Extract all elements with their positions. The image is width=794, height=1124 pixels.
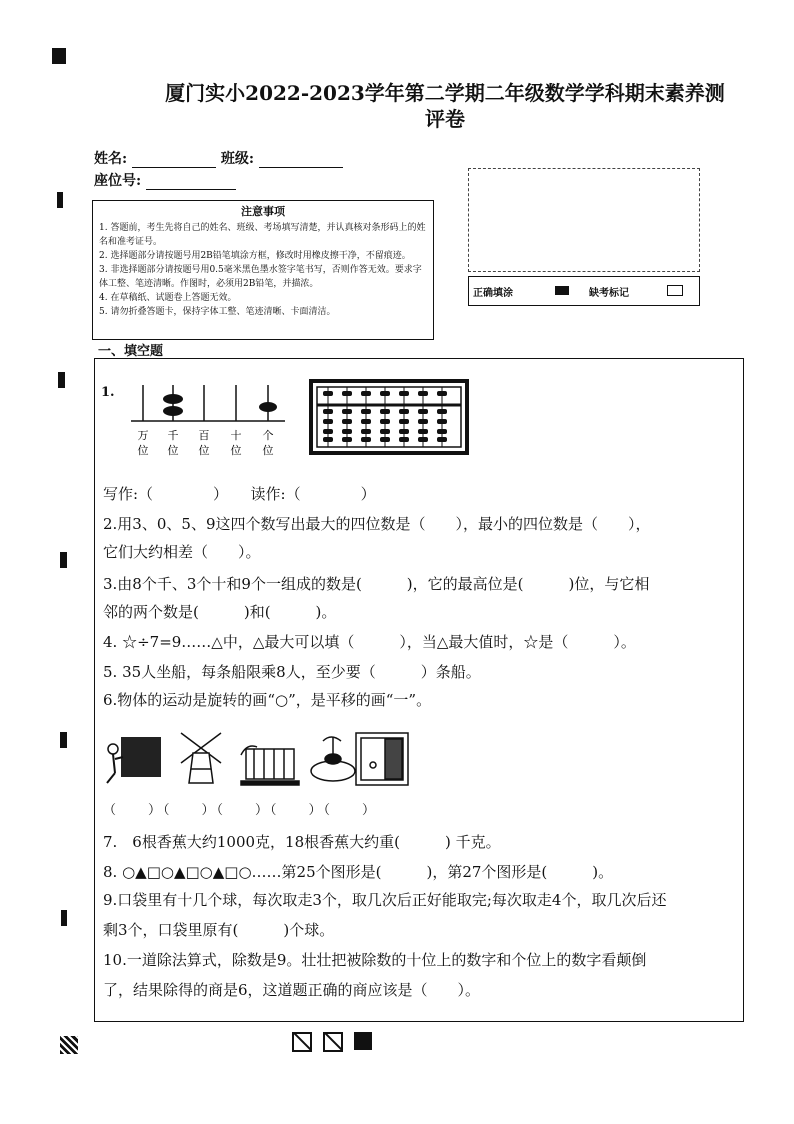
q1-answer-line: 写作:（ ） 读作:（ ）	[103, 485, 376, 503]
notice-item: 4. 在草稿纸、试题卷上答题无效。	[99, 293, 237, 303]
page-mark-filled	[354, 1032, 372, 1050]
student-info-row	[94, 148, 343, 168]
q4-text: 4. ☆÷7=9……△中，△最大可以填（ ），当△最大值时，☆是（ ）。	[103, 633, 636, 651]
timing-mark	[60, 732, 67, 748]
place-label: 万	[137, 429, 149, 442]
title-line-1: 厦门实小2022-2023学年第二学期二年级数学学科期末素养测	[165, 81, 725, 105]
place-label: 百	[198, 429, 210, 442]
q3-line-1: 3.由8个千、3个十和9个一组成的数是( )，它的最高位是( )位，与它相	[103, 575, 650, 593]
page-mark-empty	[323, 1032, 343, 1052]
q9-line-2: 剩3个，口袋里原有( )个球。	[103, 921, 335, 939]
title-line-2: 评卷	[425, 107, 465, 131]
q7-text: 7. 6根香蕉大约1000克，18根香蕉大约重( ) 千克。	[103, 833, 501, 851]
q2-line-1: 2.用3、0、5、9这四个数写出最大的四位数是（ ），最小的四位数是（ ），	[103, 515, 651, 533]
q1-number: 1.	[101, 385, 115, 400]
place-label: 位	[262, 444, 274, 457]
place-label: 位	[167, 444, 179, 457]
notice-title: 注意事项	[241, 205, 285, 218]
name-field[interactable]	[132, 153, 216, 168]
abacus-sliding-picture	[241, 746, 299, 785]
place-label: 十	[230, 429, 242, 442]
timing-mark	[61, 910, 67, 926]
notice-item: 5. 请勿折叠答题卡，保持字体工整、笔迹清晰、卡面清洁。	[99, 307, 336, 317]
page-mark-empty	[292, 1032, 312, 1052]
q2-line-2: 它们大约相差（ ）。	[103, 543, 261, 561]
notice-list	[99, 221, 427, 319]
q5-text: 5. 35人坐船，每条船限乘8人，至少要（ ）条船。	[103, 663, 481, 681]
counting-frame-diagram	[125, 377, 285, 459]
q6-answer-row: （ ）（ ）（ ）（ ）（ ）	[103, 803, 378, 818]
place-label: 个	[262, 429, 274, 442]
qr-mark	[60, 1036, 78, 1054]
notice-item: 3. 非选择题部分请按题号用0.5毫米黑色墨水签字笔书写，否则作答无效。要求字体工整、笔迹清晰。作图时，必须用2B铅笔，并描浓。	[99, 265, 422, 289]
correct-fill-sample	[555, 286, 569, 295]
q9-line-1: 9.口袋里有十几个球，每次取走3个，取几次后正好能取完;每次取走4个，取几次后还	[103, 891, 667, 909]
timing-mark	[57, 192, 63, 208]
abacus-bead	[163, 406, 183, 416]
corner-mark-top-left	[52, 48, 66, 64]
absent-label: 缺考标记	[589, 288, 629, 299]
q10-line-1: 10.一道除法算式，除数是9。壮壮把被除数的十位上的数字和个位上的数字看颠倒	[103, 951, 647, 969]
page-title	[150, 80, 740, 132]
spinning-top-picture	[311, 737, 355, 781]
abacus-bead	[163, 394, 183, 404]
q6-pictures	[101, 729, 411, 789]
windmill-picture	[181, 733, 221, 783]
class-field[interactable]	[259, 153, 343, 168]
q8-text: 8. ○▲□○▲□○▲□○……第25个图形是( )，第27个图形是( )。	[103, 863, 614, 881]
abacus-bead	[259, 402, 277, 412]
place-label: 位	[230, 444, 242, 457]
correct-fill-label: 正确填涂	[473, 288, 513, 299]
barcode-area	[468, 168, 700, 272]
timing-mark	[58, 372, 65, 388]
fill-legend	[468, 276, 700, 306]
place-label: 位	[198, 444, 210, 457]
section-title: 一、填空题	[98, 344, 164, 359]
absent-mark-box[interactable]	[667, 285, 683, 296]
pushing-box-picture	[107, 737, 161, 783]
seat-row	[94, 170, 236, 190]
place-label: 位	[137, 444, 149, 457]
timing-mark	[60, 552, 67, 568]
question-box	[94, 358, 744, 1022]
q3-line-2: 邻的两个数是( )和( )。	[103, 603, 337, 621]
place-label: 千	[167, 429, 179, 442]
q10-line-2: 了，结果除得的商是6，这道题正确的商应该是（ ）。	[103, 981, 481, 999]
q6-text: 6.物体的运动是旋转的画“○”，是平移的画“一”。	[103, 691, 432, 709]
name-label: 姓名:	[94, 151, 128, 167]
seat-field[interactable]	[146, 175, 236, 190]
notice-item: 2. 选择题部分请按题号用2B铅笔填涂方框，修改时用橡皮擦干净，不留痕迹。	[99, 251, 411, 261]
seat-label: 座位号:	[94, 173, 142, 189]
notice-item: 1. 答题前，考生先将自己的姓名、班级、考场填写清楚，并认真核对条形码上的姓名和准考证号。	[99, 223, 426, 247]
page-marks	[292, 1032, 372, 1056]
sliding-window-picture	[356, 733, 408, 785]
class-label: 班级:	[220, 151, 255, 167]
abacus-illustration	[309, 379, 469, 455]
notice-box	[92, 200, 434, 340]
